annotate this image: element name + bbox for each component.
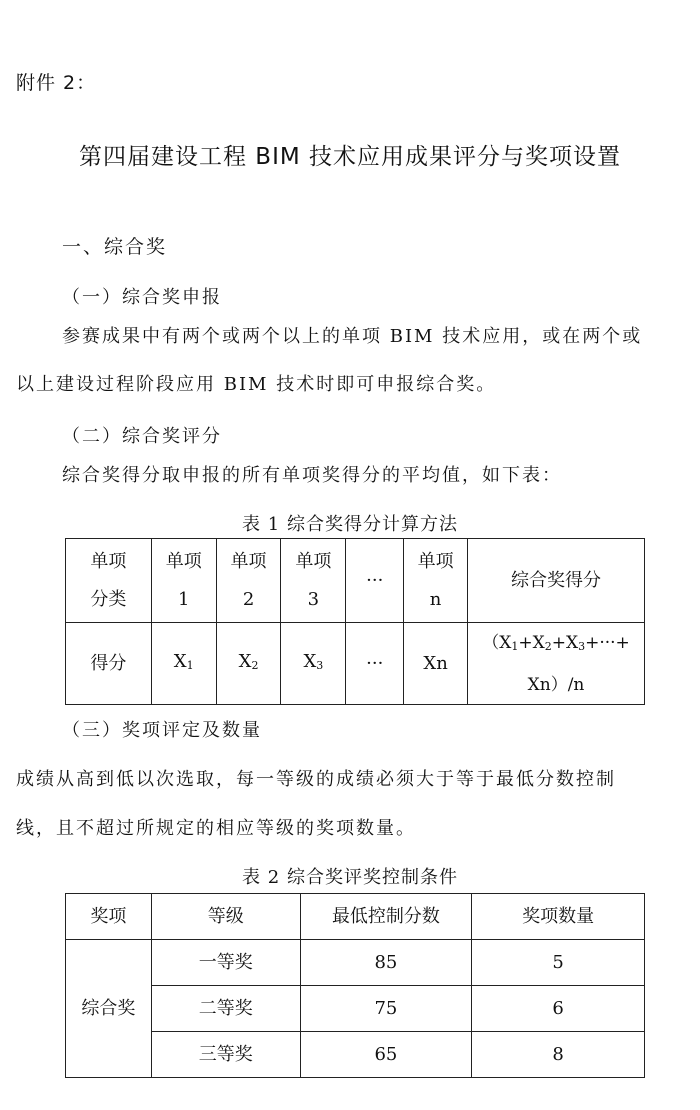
table-cell: ··· bbox=[346, 623, 404, 705]
table-cell-award-name: 综合奖 bbox=[66, 940, 152, 1078]
table-cell: 65 bbox=[300, 1032, 472, 1078]
table1-caption: 表 1 综合奖得分计算方法 bbox=[242, 514, 458, 535]
table-cell: 二等奖 bbox=[151, 986, 300, 1032]
table-cell: 一等奖 bbox=[151, 940, 300, 986]
table-row bbox=[66, 623, 645, 705]
table-cell: （$X_1+X_2+X_3+\cdot\cdot\cdot+$ Xn）/n bbox=[468, 623, 645, 705]
table-header-cell: 最低控制分数 bbox=[300, 894, 472, 940]
table-cell: 单项 n bbox=[404, 539, 468, 623]
subsection-heading-application: （一）综合奖申报 bbox=[62, 287, 222, 308]
table2-caption: 表 2 综合奖评奖控制条件 bbox=[242, 867, 458, 888]
table-cell: 单项 1 bbox=[151, 539, 216, 623]
table-row bbox=[66, 986, 645, 1032]
table-cell: 综合奖得分 bbox=[468, 539, 645, 623]
table-cell: 三等奖 bbox=[151, 1032, 300, 1078]
subsection-heading-scoring: （二）综合奖评分 bbox=[62, 426, 222, 447]
table-cell: $X_2$ bbox=[216, 623, 281, 705]
table-cell: 75 bbox=[300, 986, 472, 1032]
table-cell: 得分 bbox=[66, 623, 152, 705]
award-control-table bbox=[65, 893, 645, 1078]
score-calculation-table bbox=[65, 538, 645, 705]
table-cell: 85 bbox=[300, 940, 472, 986]
table-header-cell: 奖项数量 bbox=[472, 894, 645, 940]
table-header-cell: 奖项 bbox=[66, 894, 152, 940]
table-cell: Xn bbox=[404, 623, 468, 705]
paragraph-line: 参赛成果中有两个或两个以上的单项 BIM 技术应用，或在两个或 bbox=[62, 326, 643, 347]
table-cell: $X_3$ bbox=[281, 623, 346, 705]
paragraph-line: 线，且不超过所规定的相应等级的奖项数量。 bbox=[16, 818, 416, 839]
table-cell: 6 bbox=[472, 986, 645, 1032]
table-row bbox=[66, 940, 645, 986]
table-cell: 单项 3 bbox=[281, 539, 346, 623]
table-header-row bbox=[66, 894, 645, 940]
table-cell: 单项 分类 bbox=[66, 539, 152, 623]
table-row bbox=[66, 1032, 645, 1078]
section-heading-comprehensive-award: 一、综合奖 bbox=[62, 236, 168, 258]
table-row bbox=[66, 539, 645, 623]
table-cell: $X_1$ bbox=[151, 623, 216, 705]
table-cell: 8 bbox=[472, 1032, 645, 1078]
table-cell: 单项 2 bbox=[216, 539, 281, 623]
table-header-cell: 等级 bbox=[151, 894, 300, 940]
table-cell: 5 bbox=[472, 940, 645, 986]
table-cell: ··· bbox=[346, 539, 404, 623]
paragraph-line: 以上建设过程阶段应用 BIM 技术时即可申报综合奖。 bbox=[16, 374, 497, 395]
attachment-label: 附件 2： bbox=[16, 72, 97, 94]
subsection-heading-award-rating: （三）奖项评定及数量 bbox=[62, 720, 262, 741]
paragraph-line: 综合奖得分取申报的所有单项奖得分的平均值，如下表： bbox=[62, 465, 562, 486]
document-title: 第四届建设工程 BIM 技术应用成果评分与奖项设置 bbox=[78, 144, 622, 170]
paragraph-line: 成绩从高到低以次选取，每一等级的成绩必须大于等于最低分数控制 bbox=[16, 769, 616, 790]
